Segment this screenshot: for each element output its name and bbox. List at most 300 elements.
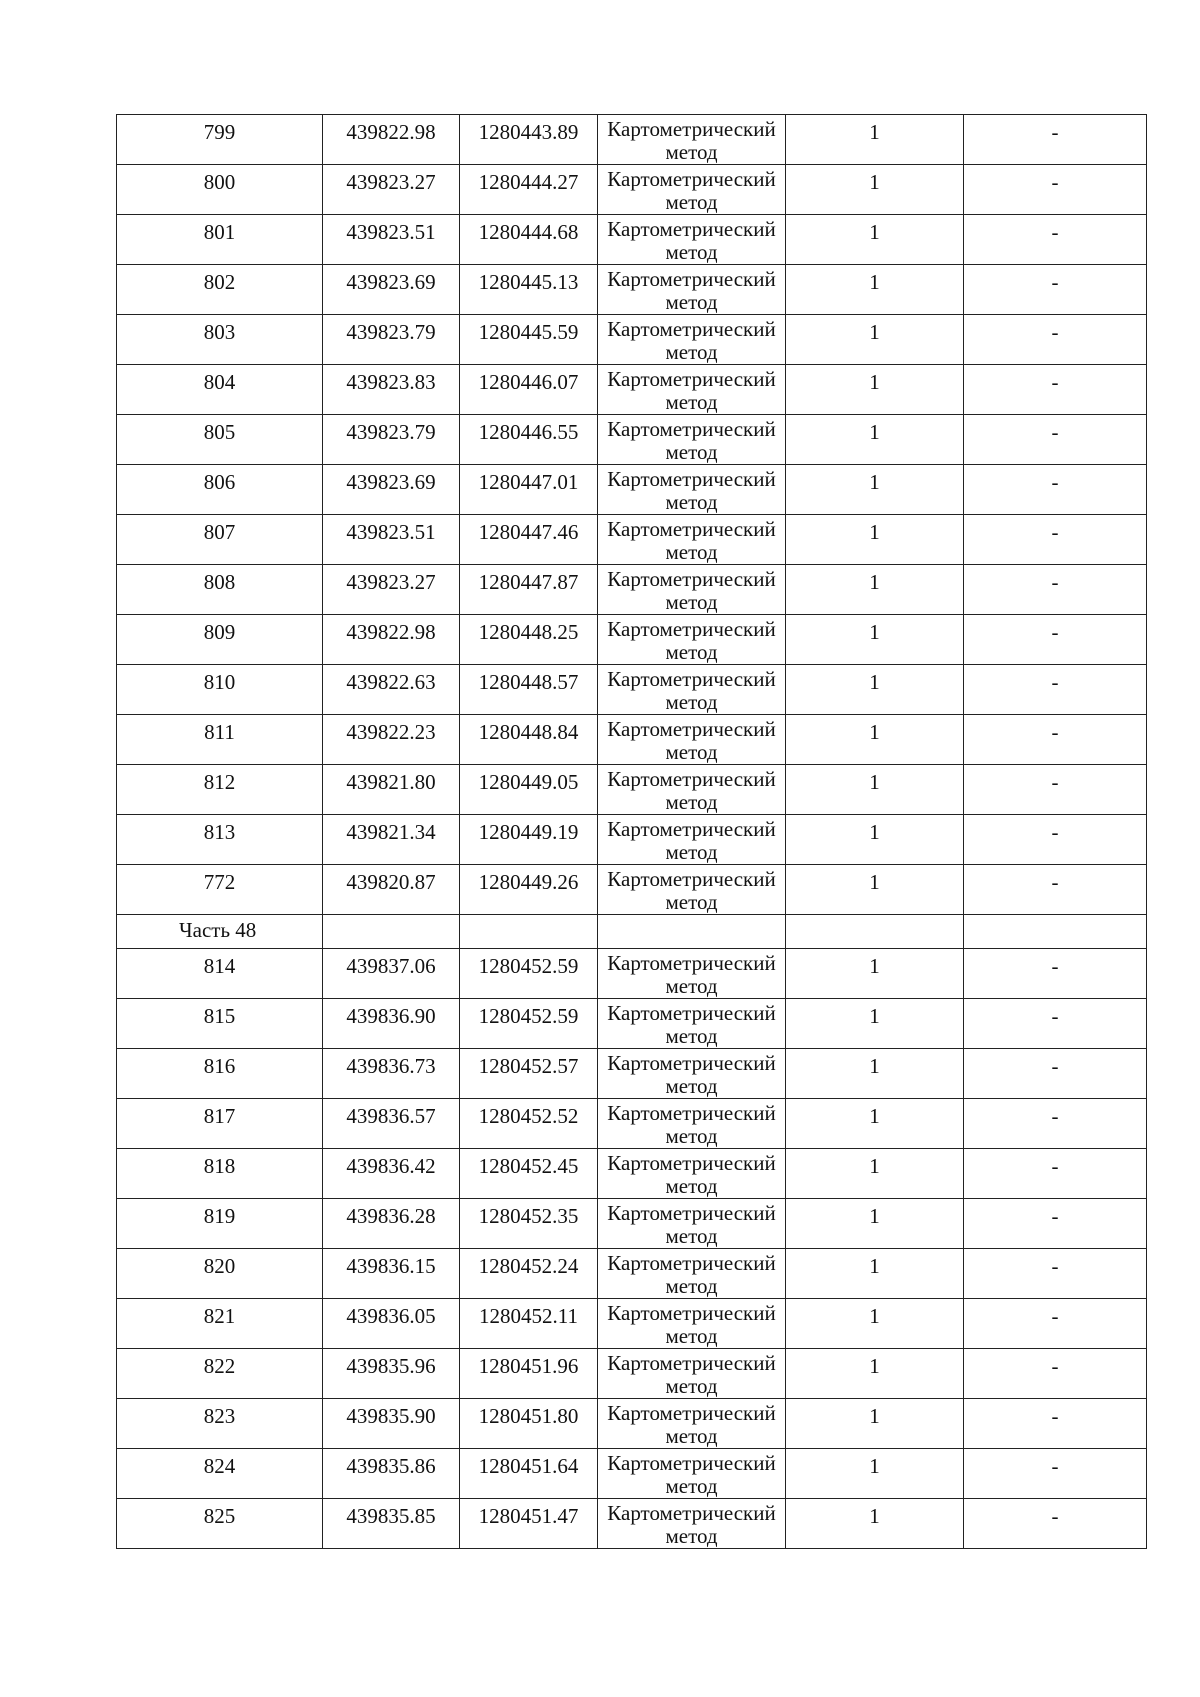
method-line-1: Картометрический <box>607 767 776 791</box>
y-coordinate: 1280452.59 <box>478 954 579 978</box>
point-number: 822 <box>203 1354 236 1378</box>
table-row <box>117 415 1147 465</box>
y-coordinate: 1280445.13 <box>478 270 579 294</box>
x-coordinate: 439837.06 <box>346 954 436 978</box>
method-cell <box>598 1349 786 1399</box>
table-row <box>117 1249 1147 1299</box>
point-number-cell <box>117 1149 323 1199</box>
point-number-cell <box>117 365 323 415</box>
accuracy-cell <box>786 765 964 815</box>
table-row <box>117 715 1147 765</box>
method-cell <box>598 999 786 1049</box>
note-cell <box>964 765 1147 815</box>
x-coordinate-cell <box>323 715 460 765</box>
x-coordinate-cell <box>323 1499 460 1549</box>
point-number-cell <box>117 665 323 715</box>
y-coordinate: 1280452.45 <box>478 1154 579 1178</box>
note-value: - <box>1051 820 1059 844</box>
note-value: - <box>1051 570 1059 594</box>
table-row <box>117 1299 1147 1349</box>
accuracy-value: 1 <box>869 770 880 794</box>
y-coordinate-cell <box>460 765 598 815</box>
y-coordinate-cell <box>460 1499 598 1549</box>
accuracy-value: 1 <box>869 670 880 694</box>
accuracy-cell <box>786 165 964 215</box>
accuracy-value: 1 <box>869 1404 880 1428</box>
method-line-2: метод <box>665 1274 718 1298</box>
point-number: 812 <box>203 770 236 794</box>
point-number-cell <box>117 515 323 565</box>
method-line-2: метод <box>665 390 718 414</box>
x-coordinate: 439823.51 <box>346 220 436 244</box>
y-coordinate-cell <box>460 1249 598 1299</box>
x-coordinate-cell <box>323 815 460 865</box>
method-cell <box>598 665 786 715</box>
point-number-cell <box>117 1449 323 1499</box>
x-coordinate: 439836.73 <box>346 1054 436 1078</box>
table-row <box>117 565 1147 615</box>
note-value: - <box>1051 1504 1059 1528</box>
x-coordinate-cell <box>323 1199 460 1249</box>
accuracy-cell <box>786 365 964 415</box>
accuracy-cell <box>786 615 964 665</box>
x-coordinate: 439821.80 <box>346 770 436 794</box>
accuracy-value: 1 <box>869 954 880 978</box>
point-number-cell <box>117 949 323 999</box>
method-cell <box>598 315 786 365</box>
accuracy-value: 1 <box>869 1004 880 1028</box>
table-row <box>117 999 1147 1049</box>
note-cell <box>964 415 1147 465</box>
y-coordinate: 1280448.57 <box>478 670 579 694</box>
empty-cell <box>786 915 964 949</box>
y-coordinate: 1280451.80 <box>478 1404 579 1428</box>
note-value: - <box>1051 520 1059 544</box>
method-cell <box>598 1199 786 1249</box>
method-line-2: метод <box>665 1424 718 1448</box>
y-coordinate: 1280452.59 <box>478 1004 579 1028</box>
note-value: - <box>1051 370 1059 394</box>
method-cell <box>598 115 786 165</box>
point-number: 813 <box>203 820 236 844</box>
note-value: - <box>1051 420 1059 444</box>
method-line-2: метод <box>665 790 718 814</box>
accuracy-cell <box>786 665 964 715</box>
accuracy-cell <box>786 1049 964 1099</box>
y-coordinate: 1280446.07 <box>478 370 579 394</box>
y-coordinate-cell <box>460 1149 598 1199</box>
method-line-2: метод <box>665 1474 718 1498</box>
y-coordinate: 1280447.01 <box>478 470 579 494</box>
method-cell <box>598 465 786 515</box>
x-coordinate: 439823.51 <box>346 520 436 544</box>
y-coordinate: 1280447.46 <box>478 520 579 544</box>
x-coordinate: 439836.05 <box>346 1304 436 1328</box>
part-label-cell <box>117 915 323 949</box>
method-line-1: Картометрический <box>607 1301 776 1325</box>
x-coordinate-cell <box>323 1299 460 1349</box>
note-cell <box>964 1299 1147 1349</box>
x-coordinate: 439822.63 <box>346 670 436 694</box>
table-row <box>117 1149 1147 1199</box>
accuracy-cell <box>786 415 964 465</box>
x-coordinate-cell <box>323 765 460 815</box>
point-number: 825 <box>203 1504 236 1528</box>
x-coordinate: 439823.27 <box>346 170 436 194</box>
method-cell <box>598 415 786 465</box>
note-cell <box>964 365 1147 415</box>
method-line-2: метод <box>665 1074 718 1098</box>
method-line-2: метод <box>665 1174 718 1198</box>
accuracy-cell <box>786 1099 964 1149</box>
point-number-cell <box>117 1099 323 1149</box>
y-coordinate: 1280451.96 <box>478 1354 579 1378</box>
note-value: - <box>1051 470 1059 494</box>
point-number: 820 <box>203 1254 236 1278</box>
x-coordinate: 439835.90 <box>346 1404 436 1428</box>
x-coordinate: 439836.15 <box>346 1254 436 1278</box>
point-number-cell <box>117 1299 323 1349</box>
rows-after-part <box>117 949 1147 1549</box>
y-coordinate: 1280449.05 <box>478 770 579 794</box>
note-value: - <box>1051 120 1059 144</box>
y-coordinate: 1280452.24 <box>478 1254 579 1278</box>
method-cell <box>598 515 786 565</box>
note-value: - <box>1051 720 1059 744</box>
method-line-2: метод <box>665 974 718 998</box>
x-coordinate: 439835.96 <box>346 1354 436 1378</box>
x-coordinate-cell <box>323 615 460 665</box>
point-number: 772 <box>203 870 236 894</box>
method-line-2: метод <box>665 290 718 314</box>
y-coordinate: 1280452.11 <box>479 1304 578 1328</box>
accuracy-value: 1 <box>869 270 880 294</box>
method-line-2: метод <box>665 190 718 214</box>
x-coordinate-cell <box>323 1149 460 1199</box>
y-coordinate: 1280444.27 <box>478 170 579 194</box>
point-number: 817 <box>203 1104 236 1128</box>
y-coordinate-cell <box>460 715 598 765</box>
note-cell <box>964 1049 1147 1099</box>
point-number: 821 <box>203 1304 236 1328</box>
note-cell <box>964 999 1147 1049</box>
point-number: 800 <box>203 170 236 194</box>
method-line-1: Картометрический <box>607 1101 776 1125</box>
point-number-cell <box>117 465 323 515</box>
note-cell <box>964 1349 1147 1399</box>
table-row <box>117 815 1147 865</box>
accuracy-cell <box>786 815 964 865</box>
point-number-cell <box>117 1399 323 1449</box>
y-coordinate: 1280451.64 <box>478 1454 579 1478</box>
point-number: 814 <box>203 954 236 978</box>
point-number-cell <box>117 1199 323 1249</box>
x-coordinate-cell <box>323 315 460 365</box>
note-value: - <box>1051 1454 1059 1478</box>
y-coordinate-cell <box>460 165 598 215</box>
method-line-2: метод <box>665 890 718 914</box>
accuracy-value: 1 <box>869 620 880 644</box>
table-row <box>117 1449 1147 1499</box>
method-line-1: Картометрический <box>607 1001 776 1025</box>
point-number-cell <box>117 1349 323 1399</box>
x-coordinate: 439820.87 <box>346 870 436 894</box>
table-row <box>117 1499 1147 1549</box>
method-line-1: Картометрический <box>607 951 776 975</box>
accuracy-cell <box>786 1399 964 1449</box>
y-coordinate-cell <box>460 1449 598 1499</box>
method-line-1: Картометрический <box>607 367 776 391</box>
note-cell <box>964 715 1147 765</box>
accuracy-value: 1 <box>869 520 880 544</box>
note-value: - <box>1051 270 1059 294</box>
method-line-2: метод <box>665 1374 718 1398</box>
note-value: - <box>1051 1054 1059 1078</box>
note-cell <box>964 1199 1147 1249</box>
point-number: 804 <box>203 370 236 394</box>
table-row <box>117 1199 1147 1249</box>
method-cell <box>598 949 786 999</box>
accuracy-value: 1 <box>869 120 880 144</box>
y-coordinate-cell <box>460 615 598 665</box>
note-cell <box>964 1499 1147 1549</box>
method-line-1: Картометрический <box>607 1451 776 1475</box>
point-number-cell <box>117 215 323 265</box>
method-line-1: Картометрический <box>607 317 776 341</box>
x-coordinate-cell <box>323 1099 460 1149</box>
x-coordinate: 439836.57 <box>346 1104 436 1128</box>
point-number-cell <box>117 999 323 1049</box>
x-coordinate-cell <box>323 565 460 615</box>
accuracy-value: 1 <box>869 1154 880 1178</box>
method-cell <box>598 265 786 315</box>
accuracy-value: 1 <box>869 820 880 844</box>
method-cell <box>598 1499 786 1549</box>
accuracy-value: 1 <box>869 370 880 394</box>
point-number: 806 <box>203 470 236 494</box>
accuracy-value: 1 <box>869 220 880 244</box>
method-line-2: метод <box>665 340 718 364</box>
note-cell <box>964 1449 1147 1499</box>
accuracy-value: 1 <box>869 1304 880 1328</box>
method-cell <box>598 715 786 765</box>
point-number-cell <box>117 1249 323 1299</box>
method-line-1: Картометрический <box>607 867 776 891</box>
accuracy-cell <box>786 215 964 265</box>
method-cell <box>598 365 786 415</box>
note-cell <box>964 165 1147 215</box>
y-coordinate: 1280452.52 <box>478 1104 579 1128</box>
part-section <box>117 915 1147 949</box>
method-line-1: Картометрический <box>607 117 776 141</box>
point-number-cell <box>117 315 323 365</box>
x-coordinate-cell <box>323 1349 460 1399</box>
x-coordinate: 439835.85 <box>346 1504 436 1528</box>
part-label: Часть 48 <box>179 918 257 942</box>
y-coordinate: 1280447.87 <box>478 570 579 594</box>
method-cell <box>598 865 786 915</box>
method-cell <box>598 1249 786 1299</box>
method-line-1: Картометрический <box>607 467 776 491</box>
x-coordinate: 439836.28 <box>346 1204 436 1228</box>
accuracy-cell <box>786 865 964 915</box>
method-cell <box>598 1099 786 1149</box>
note-value: - <box>1051 320 1059 344</box>
note-cell <box>964 265 1147 315</box>
note-value: - <box>1051 620 1059 644</box>
y-coordinate-cell <box>460 999 598 1049</box>
point-number-cell <box>117 765 323 815</box>
x-coordinate-cell <box>323 865 460 915</box>
y-coordinate-cell <box>460 1349 598 1399</box>
y-coordinate: 1280446.55 <box>478 420 579 444</box>
table-row <box>117 765 1147 815</box>
point-number-cell <box>117 615 323 665</box>
note-cell <box>964 1099 1147 1149</box>
method-line-1: Картометрический <box>607 1151 776 1175</box>
table-row <box>117 115 1147 165</box>
method-line-1: Картометрический <box>607 617 776 641</box>
method-line-2: метод <box>665 140 718 164</box>
point-number: 811 <box>204 720 235 744</box>
note-cell <box>964 465 1147 515</box>
x-coordinate-cell <box>323 665 460 715</box>
accuracy-cell <box>786 1349 964 1399</box>
method-line-2: метод <box>665 1324 718 1348</box>
note-cell <box>964 1249 1147 1299</box>
x-coordinate: 439836.42 <box>346 1154 436 1178</box>
point-number-cell <box>117 715 323 765</box>
accuracy-value: 1 <box>869 420 880 444</box>
method-line-1: Картометрический <box>607 1501 776 1525</box>
table-row <box>117 215 1147 265</box>
table-row <box>117 1349 1147 1399</box>
accuracy-cell <box>786 115 964 165</box>
y-coordinate-cell <box>460 515 598 565</box>
y-coordinate: 1280452.57 <box>478 1054 579 1078</box>
note-value: - <box>1051 170 1059 194</box>
note-value: - <box>1051 1404 1059 1428</box>
table-row <box>117 1049 1147 1099</box>
empty-cell <box>598 915 786 949</box>
accuracy-cell <box>786 1249 964 1299</box>
point-number-cell <box>117 115 323 165</box>
method-line-1: Картометрический <box>607 717 776 741</box>
y-coordinate-cell <box>460 365 598 415</box>
accuracy-value: 1 <box>869 870 880 894</box>
method-cell <box>598 1299 786 1349</box>
x-coordinate: 439822.98 <box>346 620 436 644</box>
point-number-cell <box>117 565 323 615</box>
method-cell <box>598 765 786 815</box>
method-cell <box>598 1049 786 1099</box>
x-coordinate: 439823.79 <box>346 320 436 344</box>
y-coordinate: 1280452.35 <box>478 1204 579 1228</box>
accuracy-value: 1 <box>869 1204 880 1228</box>
method-line-1: Картометрический <box>607 417 776 441</box>
method-line-2: метод <box>665 840 718 864</box>
accuracy-cell <box>786 315 964 365</box>
accuracy-cell <box>786 1199 964 1249</box>
accuracy-cell <box>786 565 964 615</box>
x-coordinate: 439823.79 <box>346 420 436 444</box>
table-row <box>117 1399 1147 1449</box>
accuracy-value: 1 <box>869 1054 880 1078</box>
point-number: 805 <box>203 420 236 444</box>
method-line-1: Картометрический <box>607 217 776 241</box>
x-coordinate-cell <box>323 1449 460 1499</box>
x-coordinate-cell <box>323 115 460 165</box>
note-value: - <box>1051 670 1059 694</box>
method-line-1: Картометрический <box>607 267 776 291</box>
point-number-cell <box>117 415 323 465</box>
table-row <box>117 465 1147 515</box>
x-coordinate-cell <box>323 165 460 215</box>
part-heading-row <box>117 915 1147 949</box>
point-number: 799 <box>203 120 236 144</box>
method-cell <box>598 615 786 665</box>
accuracy-cell <box>786 465 964 515</box>
method-line-1: Картометрический <box>607 1051 776 1075</box>
note-value: - <box>1051 1254 1059 1278</box>
y-coordinate-cell <box>460 949 598 999</box>
table-row <box>117 515 1147 565</box>
accuracy-value: 1 <box>869 320 880 344</box>
coordinates-table <box>116 114 1147 1549</box>
accuracy-cell <box>786 1449 964 1499</box>
method-line-1: Картометрический <box>607 817 776 841</box>
table-row <box>117 165 1147 215</box>
method-line-2: метод <box>665 1224 718 1248</box>
y-coordinate: 1280448.84 <box>478 720 579 744</box>
y-coordinate: 1280448.25 <box>478 620 579 644</box>
y-coordinate-cell <box>460 1049 598 1099</box>
point-number: 801 <box>203 220 236 244</box>
note-cell <box>964 315 1147 365</box>
x-coordinate: 439822.98 <box>346 120 436 144</box>
note-cell <box>964 115 1147 165</box>
y-coordinate-cell <box>460 865 598 915</box>
table-row <box>117 865 1147 915</box>
accuracy-value: 1 <box>869 720 880 744</box>
point-number: 803 <box>203 320 236 344</box>
table-row <box>117 265 1147 315</box>
note-cell <box>964 949 1147 999</box>
x-coordinate-cell <box>323 1399 460 1449</box>
x-coordinate-cell <box>323 415 460 465</box>
method-line-2: метод <box>665 740 718 764</box>
note-value: - <box>1051 870 1059 894</box>
rows-before-part <box>117 115 1147 915</box>
method-line-1: Картометрический <box>607 667 776 691</box>
y-coordinate: 1280451.47 <box>478 1504 579 1528</box>
note-cell <box>964 1399 1147 1449</box>
point-number-cell <box>117 165 323 215</box>
accuracy-value: 1 <box>869 1454 880 1478</box>
point-number: 819 <box>203 1204 236 1228</box>
x-coordinate-cell <box>323 1249 460 1299</box>
point-number-cell <box>117 1499 323 1549</box>
x-coordinate: 439823.69 <box>346 470 436 494</box>
empty-cell <box>964 915 1147 949</box>
method-line-2: метод <box>665 1024 718 1048</box>
note-cell <box>964 665 1147 715</box>
point-number: 807 <box>203 520 236 544</box>
point-number-cell <box>117 815 323 865</box>
method-line-2: метод <box>665 1524 718 1548</box>
table-row <box>117 1099 1147 1149</box>
x-coordinate: 439836.90 <box>346 1004 436 1028</box>
